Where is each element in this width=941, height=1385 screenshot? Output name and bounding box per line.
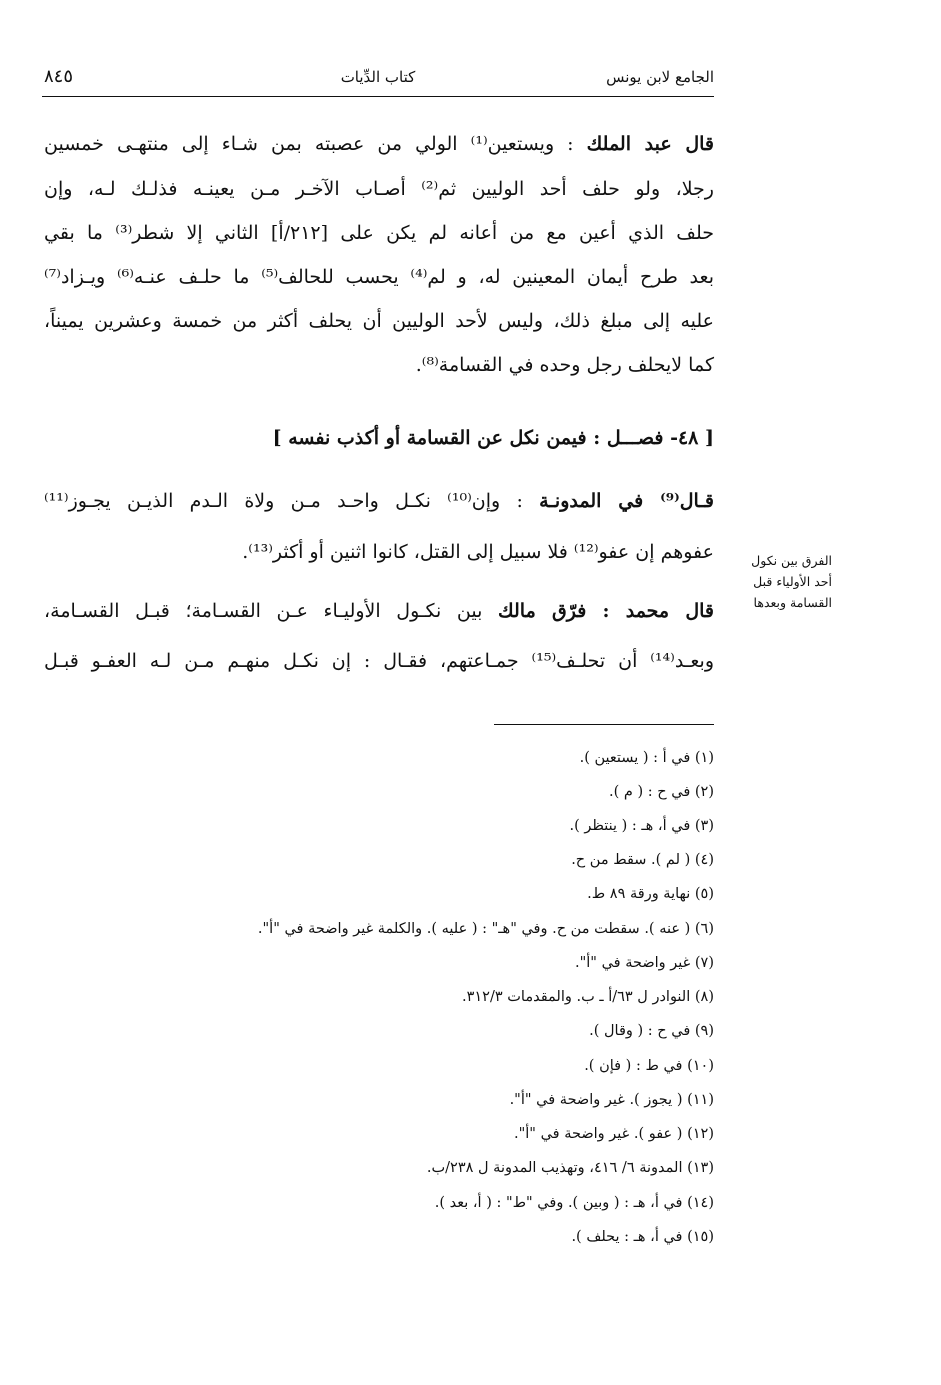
body-line-1 — [44, 133, 714, 155]
section-line-2 — [44, 541, 714, 563]
footnote-1: (١) في أ : ( يستعين ). — [579, 750, 714, 766]
speaker: قال عبد الملك — [586, 133, 714, 155]
footnote-3: (٣) في أ، هـ : ( ينتظر ). — [569, 818, 714, 834]
footnote-5: (٥) نهاية ورقة ٨٩ ط. — [587, 886, 714, 902]
line-text: عليه إلى مبلغ ذلك، وليس لأحد الوليين أن يحلف أكثر من خمسة وعشرين يميناً، — [44, 310, 714, 332]
body-line-6 — [44, 354, 714, 376]
section-heading: [ ٤٨- فصـــل : فيمن نكل عن القسامة أو أكذب نفسه ] — [272, 427, 714, 449]
footnote-12: (١٢) ( عفو ). غير واضحة في "أ". — [513, 1126, 714, 1142]
speaker: قـال⁽⁹⁾ في المدونـة — [539, 490, 714, 512]
section-line-4 — [44, 650, 714, 672]
footnote-2: (٢) في ح : ( م ). — [609, 784, 714, 800]
line-text: عفوهم إن عفو⁽¹²⁾ فلا سبيل إلى القتل، كانوا اثنين أو أكثر⁽¹³⁾. — [242, 541, 714, 563]
footnote-14: (١٤) في أ، هـ : ( وبين ). وفي "ط" : ( أ، بعد ). — [434, 1195, 714, 1211]
line-text: وبعـد⁽¹⁴⁾ أن تحلـف⁽¹⁵⁾ جمـاعتهم، فقـال : إن نكـل منهـم مـن لـه العفـو قبـل — [44, 650, 714, 672]
line-text: : وإن⁽¹⁰⁾ نكـل واحـد مـن ولاة الـدم الذيـن يجـوز⁽¹¹⁾ — [44, 490, 540, 512]
line-text: : ويستعين⁽¹⁾ الولي من عصبته بمن شـاء إلى منتهـى خمسين — [44, 133, 587, 155]
body-line-5 — [44, 310, 714, 332]
margin-note: الفرق بين نكول أحد الأولياء قبل القسامة وبعدها — [751, 553, 832, 610]
footnote-8: (٨) النوادر ل ٦٣/أ ـ ب. والمقدمات ٣١٢/٣. — [461, 989, 714, 1005]
body-line-3 — [44, 222, 714, 244]
body-line-2 — [44, 178, 714, 200]
footnote-divider — [494, 724, 714, 725]
footnote-13: (١٣) المدونة ٦/ ٤١٦، وتهذيب المدونة ل ٢٣٨/ب. — [426, 1160, 714, 1176]
section-line-1 — [44, 490, 714, 512]
header-chapter-title: كتاب الدِّيات — [340, 68, 416, 86]
line-text: بين نكـول الأوليـاء عـن القسـامة؛ قبـل القسـامة، — [44, 600, 498, 622]
footnote-10: (١٠) في ط : ( فإن ). — [584, 1058, 714, 1074]
header-book-title: الجامع لابن يونس — [606, 68, 714, 86]
line-text: بعد طرح أيمان المعينين له، و لم⁽⁴⁾ يحسب للحالف⁽⁵⁾ ما حلـف عنـه⁽⁶⁾ ويـزاد⁽⁷⁾ — [44, 266, 714, 288]
footnote-15: (١٥) في أ، هـ : يحلف ). — [571, 1229, 714, 1245]
speaker: قال محمد : فرّق مالك — [498, 600, 714, 622]
footnote-9: (٩) في ح : ( وقال ). — [589, 1023, 714, 1039]
body-line-4 — [44, 266, 714, 288]
line-text: رجلا، ولو حلف أحد الوليين ثم⁽²⁾ أصـاب الآخـر مـن يعينـه فذلـك لـه، وإن — [44, 178, 714, 200]
page-number: ٨٤٥ — [44, 66, 74, 87]
line-text: حلف الذي أعين مع من أعانه لم يكن على [٢١٢/أ] الثاني إلا شطر⁽³⁾ ما بقي — [44, 222, 714, 244]
footnote-6: (٦) ( عنه ). سقطت من ح. وفي "هـ" : ( عليه ). والكلمة غير واضحة في "أ". — [257, 921, 714, 937]
footnote-11: (١١) ( يجوز ). غير واضحة في "أ". — [509, 1092, 714, 1108]
section-line-3 — [44, 600, 714, 622]
footnote-4: (٤) ( لم ). سقط من ح. — [571, 852, 714, 868]
page-header — [42, 66, 714, 97]
line-text: كما لايحلف رجل وحده في القسامة⁽⁸⁾. — [415, 354, 714, 376]
footnote-7: (٧) غير واضحة في "أ". — [575, 955, 714, 971]
